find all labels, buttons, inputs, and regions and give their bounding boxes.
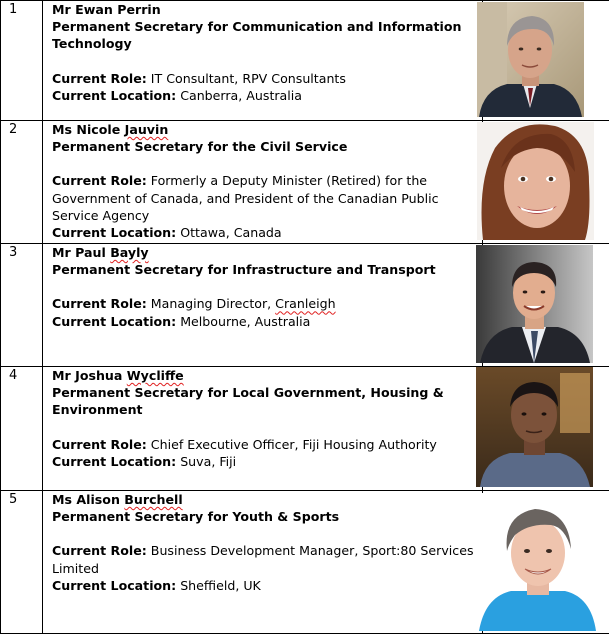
current-location	[52, 87, 482, 104]
position-title: Permanent Secretary for Local Government, Housing & Environment	[52, 384, 482, 418]
position-title: Permanent Secretary for Infrastructure and Transport	[52, 261, 482, 278]
person-name: Ms Nicole Jauvin	[52, 121, 482, 138]
location-label: Current Location:	[52, 454, 176, 469]
role-label: Current Role:	[52, 173, 147, 188]
row-number: 4	[1, 367, 43, 491]
location-value: Ottawa, Canada	[176, 225, 281, 240]
row-number: 5	[1, 491, 43, 634]
position-title: Permanent Secretary for the Civil Service	[52, 138, 482, 155]
entry-details	[43, 244, 483, 367]
entry-details	[43, 121, 483, 244]
portrait-photo	[477, 2, 584, 117]
current-role: Current Role: Managing Director, Cranleigh	[52, 295, 482, 312]
portrait-photo	[477, 493, 598, 631]
portrait-photo	[476, 367, 593, 487]
current-role	[52, 172, 482, 224]
person-name: Mr Paul Bayly	[52, 244, 482, 261]
current-role	[52, 70, 482, 87]
position-title: Permanent Secretary for Youth & Sports	[52, 508, 482, 525]
location-value: Sheffield, UK	[176, 578, 261, 593]
role-label: Current Role:	[52, 71, 147, 86]
entry-details	[43, 1, 483, 121]
role-label: Current Role:	[52, 437, 147, 452]
current-location	[52, 577, 482, 594]
location-label: Current Location:	[52, 225, 176, 240]
person-name: Mr Joshua Wycliffe	[52, 367, 482, 384]
position-title: Permanent Secretary for Communication and Information Technology	[52, 18, 482, 52]
entry-details	[43, 491, 483, 634]
role-value: Chief Executive Officer, Fiji Housing Authority	[147, 437, 437, 452]
role-value: IT Consultant, RPV Consultants	[147, 71, 346, 86]
row-number: 1	[1, 1, 43, 121]
person-name: Mr Ewan Perrin	[52, 1, 482, 18]
location-value: Suva, Fiji	[176, 454, 236, 469]
current-location	[52, 313, 482, 330]
location-label: Current Location:	[52, 578, 176, 593]
location-value: Canberra, Australia	[176, 88, 302, 103]
row-number: 3	[1, 244, 43, 367]
person-name: Ms Alison Burchell	[52, 491, 482, 508]
portrait-photo	[476, 245, 593, 363]
current-role	[52, 542, 482, 576]
role-value: Formerly a Deputy Minister (Retired) for the Government of Canada, and President of the Canadian Public Service Agency	[52, 173, 439, 222]
role-label: Current Role:	[52, 543, 147, 558]
role-label: Current Role:	[52, 296, 147, 311]
portrait-photo	[477, 122, 594, 240]
location-label: Current Location:	[52, 314, 176, 329]
role-value: Business Development Manager, Sport:80 Services Limited	[52, 543, 474, 575]
current-location	[52, 224, 482, 241]
location-value: Melbourne, Australia	[176, 314, 310, 329]
row-number: 2	[1, 121, 43, 244]
current-location	[52, 453, 482, 470]
current-role	[52, 436, 482, 453]
location-label: Current Location:	[52, 88, 176, 103]
entry-details	[43, 367, 483, 491]
